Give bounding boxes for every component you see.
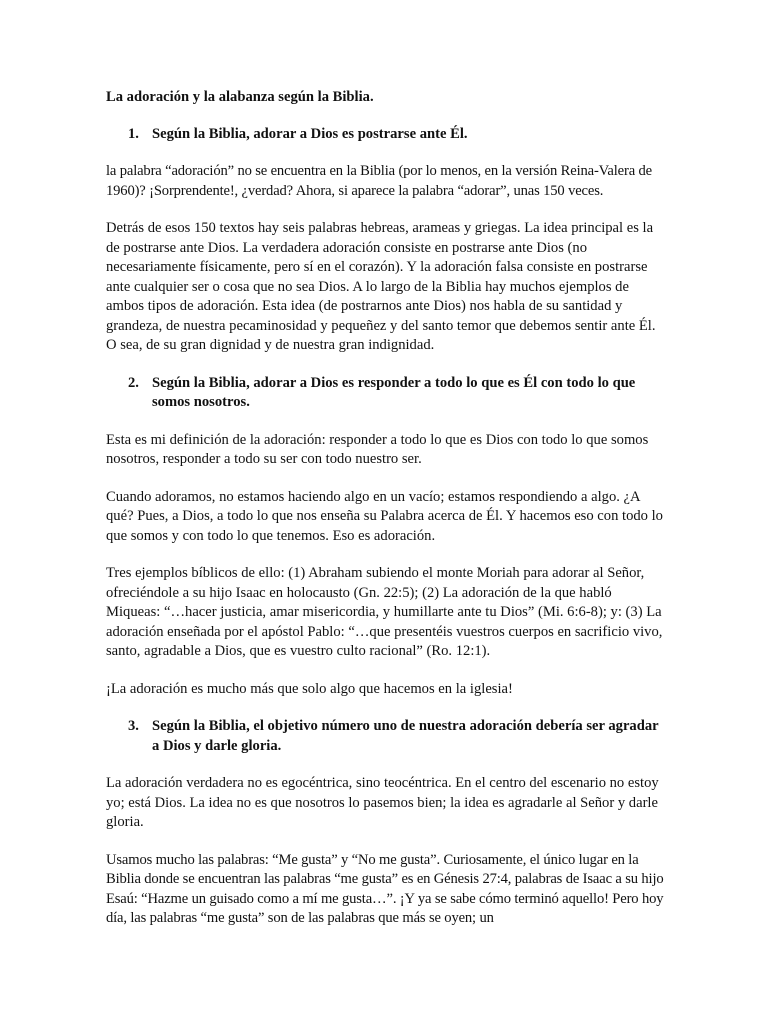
paragraph: La adoración verdadera no es egocéntrica, sino teocéntrica. En el centro del escenario no estoy yo; está Dios. La idea no es que nosotros lo pasemos bien; la idea es agradarle al Señor y darle gloria. bbox=[106, 775, 659, 830]
section-heading-2 bbox=[106, 374, 666, 413]
section-heading-text: Según la Biblia, adorar a Dios es responder a todo lo que es Él con todo lo que somos nosotros. bbox=[152, 374, 636, 410]
section-heading-3 bbox=[106, 717, 666, 756]
paragraph: Usamos mucho las palabras: “Me gusta” y “No me gusta”. Curiosamente, el único lugar en la Biblia donde se encuentran las palabras “me gusta” es en Génesis 27:4, palabras de Isaac a su hijo Esaú: “Hazme un guisado como a mí me gusta…”. ¡Y ya se sabe cómo terminó aquello! Pero hoy día, las palabras “me gusta” son de las palabras que más se oyen; un bbox=[106, 851, 664, 926]
section-heading-text: Según la Biblia, adorar a Dios es postrarse ante Él. bbox=[152, 125, 468, 142]
section-number: 2. bbox=[128, 374, 139, 391]
section-number: 3. bbox=[128, 718, 139, 734]
section-heading-text: Según la Biblia, el objetivo número uno de nuestra adoración debería ser agradar a Dios y darle gloria. bbox=[152, 718, 659, 754]
paragraph: Detrás de esos 150 textos hay seis palabras hebreas, arameas y griegas. La idea principal es la de postrarse ante Dios. La verdadera adoración consiste en postrarse ante Dios (no necesariamente físicamente, pero sí en el corazón). Y la adoración falsa consiste en postrarse ante cualquier ser o cosa que no sea Dios. A lo largo de la Biblia hay muchos ejemplos de ambos tipos de adoración. Esta idea (de postrarnos ante Dios) nos habla de su santidad y grandeza, de nuestra pecaminosidad y pequeñez y del santo temor que debemos sentir ante Él. O sea, de su gran dignidad y de nuestra gran indignidad. bbox=[106, 220, 656, 353]
section-heading-1 bbox=[106, 125, 666, 145]
paragraph: Esta es mi definición de la adoración: responder a todo lo que es Dios con todo lo que somos nosotros, responder a todo su ser con todo nuestro ser. bbox=[106, 431, 649, 467]
document-title: La adoración y la alabanza según la Biblia. bbox=[106, 89, 374, 105]
section-number: 1. bbox=[128, 125, 139, 142]
paragraph: ¡La adoración es mucho más que solo algo que hacemos en la iglesia! bbox=[106, 680, 513, 697]
document-page bbox=[106, 88, 666, 947]
paragraph: Cuando adoramos, no estamos haciendo algo en un vacío; estamos respondiendo a algo. ¿A qué? Pues, a Dios, a todo lo que nos enseña su Palabra acerca de Él. Y hacemos eso con todo lo que somos y con todo lo que tenemos. Eso es adoración. bbox=[106, 488, 663, 544]
paragraph: la palabra “adoración” no se encuentra en la Biblia (por lo menos, en la versión Reina-Valera de 1960)? ¡Sorprendente!, ¿verdad? Ahora, si aparece la palabra “adorar”, unas 150 veces. bbox=[106, 163, 653, 199]
paragraph: Tres ejemplos bíblicos de ello: (1) Abraham subiendo el monte Moriah para adorar al Señor, ofreciéndole a su hijo Isaac en holocausto (Gn. 22:5); (2) La adoración de la que habló Miqueas: “…hacer justicia, amar misericordia, y humillarte ante tu Dios” (Mi. 6:6-8); y: (3) La adoración enseñada por el apóstol Pablo: “…que presentéis vuestros cuerpos en sacrificio vivo, santo, agradable a Dios, que es vuestro culto racional” (Ro. 12:1). bbox=[106, 565, 663, 659]
